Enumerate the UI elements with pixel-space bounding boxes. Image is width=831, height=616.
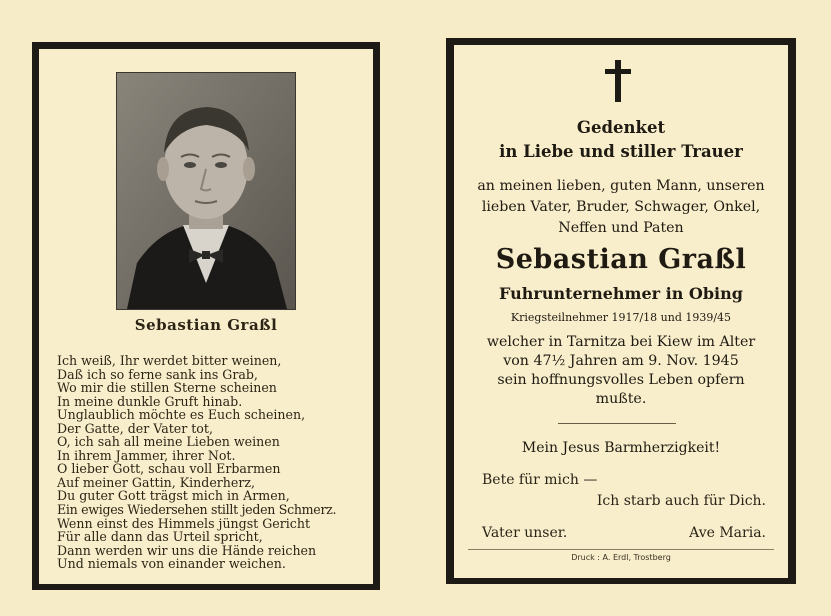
- mourning-border-top: [32, 42, 380, 49]
- occupation: Fuhrunternehmer in Obing: [499, 284, 743, 303]
- death-line: von 47½ Jahren am 9. Nov. 1945: [503, 353, 739, 369]
- mourning-border-bottom: [446, 578, 796, 584]
- heading-trauer: in Liebe und stiller Trauer: [499, 142, 743, 161]
- memorial-poem: [57, 354, 377, 571]
- right-card: [446, 38, 796, 584]
- death-line: mußte.: [595, 391, 647, 407]
- poem-line: In ihrem Jammer, ihrer Not.: [57, 447, 236, 463]
- intro-line: Neffen und Paten: [558, 220, 684, 236]
- poem-line: Unglaublich möchte es Euch scheinen,: [57, 407, 306, 423]
- portrait-photo: [116, 72, 296, 310]
- mourning-border-right: [788, 38, 796, 584]
- divider: [558, 423, 676, 424]
- poem-line: Daß ich so ferne sank ins Grab,: [57, 366, 258, 382]
- footer-divider: [468, 549, 774, 550]
- cross-icon: [603, 60, 633, 102]
- mourning-border-left: [446, 38, 454, 584]
- mourning-border-bottom: [32, 584, 380, 590]
- death-line: welcher in Tarnitza bei Kiew im Alter: [486, 334, 756, 350]
- poem-line: Für alle dann das Urteil spricht,: [57, 529, 263, 545]
- intro-line: an meinen lieben, guten Mann, unseren: [477, 178, 765, 194]
- poem-line: Auf meiner Gattin, Kinderherz,: [57, 474, 256, 490]
- poem-line: Ein ewiges Wiedersehen stillt jeden Schmerz.: [57, 502, 337, 518]
- poem-line: Wo mir die stillen Sterne scheinen: [57, 380, 277, 396]
- poem-line: Ich weiß, Ihr werdet bitter weinen,: [57, 353, 282, 368]
- deceased-name: Sebastian Graßl: [495, 244, 747, 275]
- prayer-text: Mein Jesus Barmherzigkeit!: [521, 440, 721, 456]
- poem-line: Der Gatte, der Vater tot,: [57, 420, 213, 436]
- heading-gedenket: Gedenket: [576, 118, 666, 137]
- poem-line: O lieber Gott, schau voll Erbarmen: [57, 461, 281, 477]
- mourning-border-left: [32, 42, 39, 590]
- intro-line: lieben Vater, Bruder, Schwager, Onkel,: [481, 199, 761, 215]
- poem-line: Wenn einst des Himmels jüngst Gericht: [57, 515, 311, 531]
- death-line: sein hoffnungsvolles Leben opfern: [497, 372, 745, 388]
- ave-maria-text: Ave Maria.: [689, 525, 766, 541]
- vater-unser-text: Vater unser.: [482, 525, 568, 541]
- poem-line: Und niemals von einander weichen.: [57, 556, 286, 572]
- starb-text: Ich starb auch für Dich.: [596, 493, 766, 509]
- left-card: [32, 42, 380, 590]
- printer-credit: Druck : A. Erdl, Trostberg: [571, 553, 671, 562]
- bete-text: Bete für mich —: [482, 472, 598, 488]
- poem-line: In meine dunkle Gruft hinab.: [57, 393, 243, 409]
- poem-line: O, ich sah all meine Lieben weinen: [57, 434, 280, 450]
- poem-line: Dann werden wir uns die Hände reichen: [57, 542, 317, 558]
- poem-line: Du guter Gott trägst mich in Armen,: [57, 488, 290, 504]
- war-service: Kriegsteilnehmer 1917/18 und 1939/45: [510, 311, 732, 324]
- photo-name-caption: Sebastian Graßl: [134, 316, 278, 334]
- mourning-border-top: [446, 38, 796, 45]
